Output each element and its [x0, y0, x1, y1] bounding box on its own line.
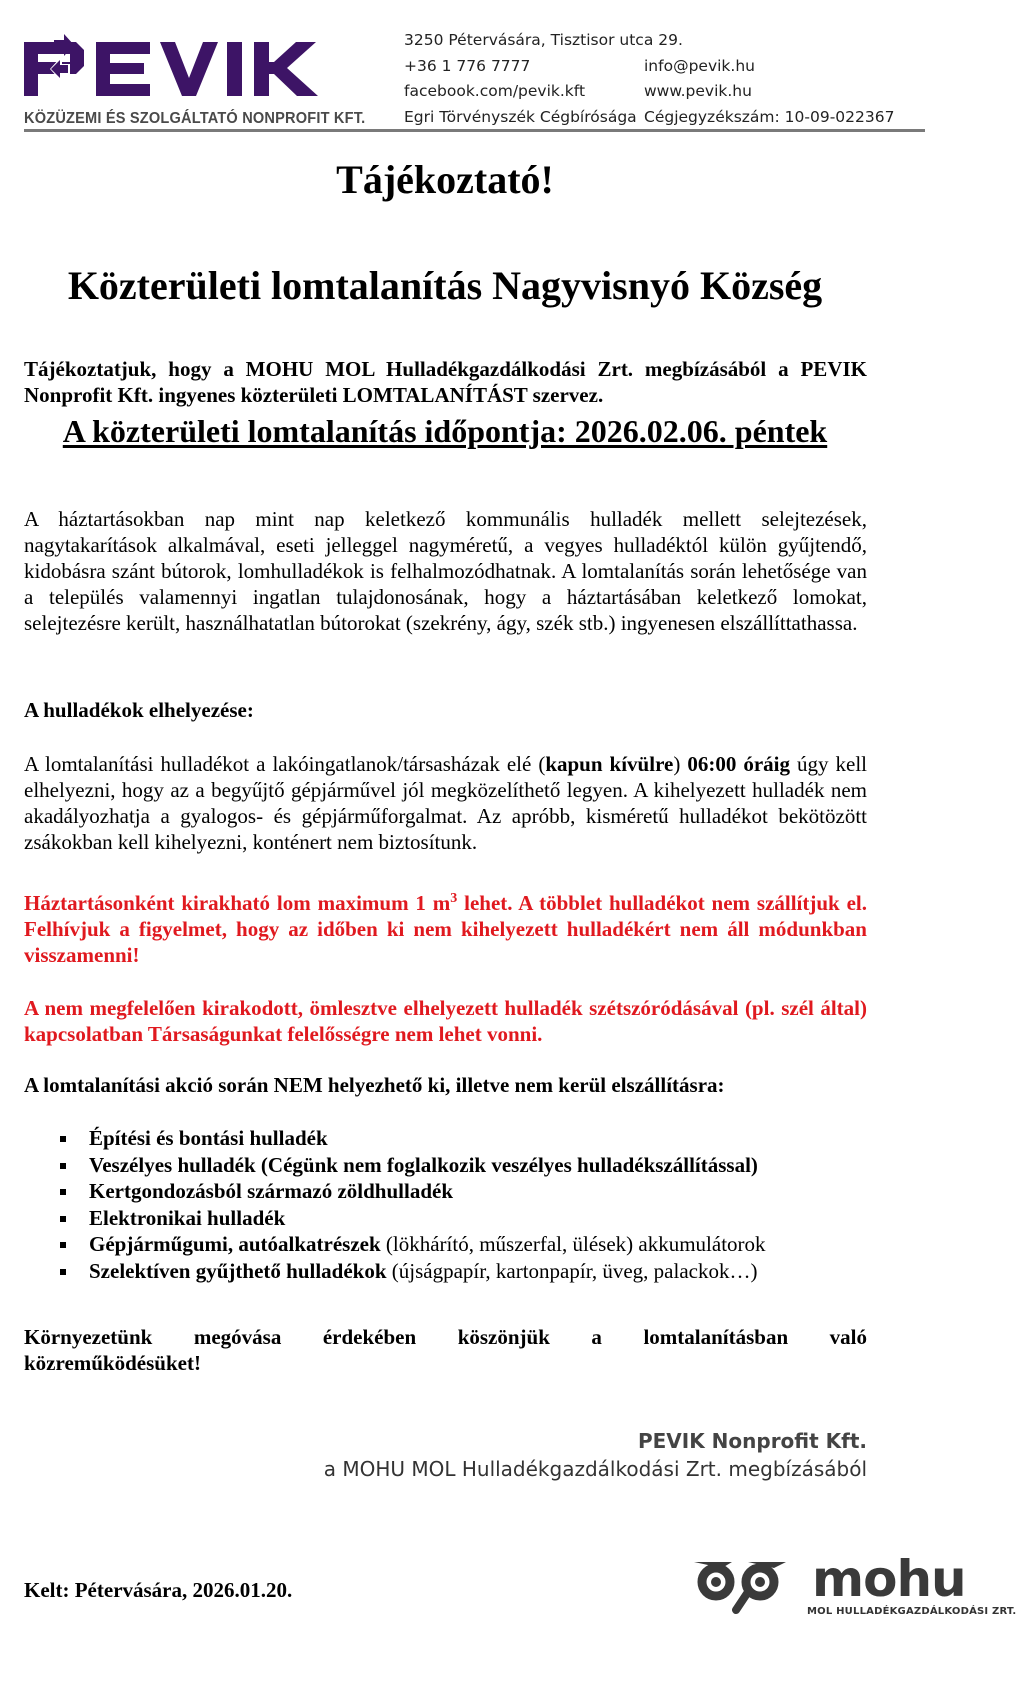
collection-date: A közterületi lomtalanítás időpontja: 2026.02.06. péntek — [62, 413, 828, 449]
list-item — [24, 1258, 766, 1285]
placement-outside-gate: kapun kívülre — [545, 752, 674, 776]
bullet-icon — [60, 1136, 66, 1142]
phone: +36 1 776 7777 — [404, 56, 531, 75]
volume-limit-warning — [24, 890, 867, 968]
letterhead — [24, 28, 924, 134]
cubic-superscript: 3 — [450, 891, 458, 906]
email-link[interactable]: info@pevik.hu — [644, 56, 755, 75]
bullet-icon — [60, 1163, 66, 1169]
item-label: Szelektíven gyűjthető hulladékok — [89, 1258, 387, 1283]
mohu-subtitle: MOL HULLADÉKGAZDÁLKODÁSI ZRT. — [807, 1606, 1017, 1617]
bullet-icon — [60, 1216, 66, 1222]
item-detail: (lökhárító, műszerfal, ülések) akkumulátorok — [380, 1232, 766, 1256]
signature-on-behalf: a MOHU MOL Hulladékgazdálkodási Zrt. megbízásából — [323, 1457, 867, 1481]
excluded-heading: A lomtalanítási akció során NEM helyezhető ki, illetve nem kerül elszállításra: — [24, 1073, 725, 1097]
pevik-logo — [24, 30, 364, 128]
address: 3250 Pétervására, Tisztisor utca 29. — [404, 31, 683, 49]
court: Egri Törvényszék Cégbírósága — [404, 107, 637, 126]
mohu-owl-icon — [692, 1558, 788, 1614]
list-item — [24, 1125, 766, 1152]
contact-block — [404, 28, 894, 130]
website-link[interactable]: www.pevik.hu — [644, 82, 752, 100]
page-title: Közterületi lomtalanítás Nagyvisnyó Község — [67, 263, 823, 308]
mohu-logo — [692, 1550, 1017, 1628]
list-item — [24, 1178, 766, 1205]
placement-text-3: úgy kell elhelyezni, hogy az a begyűjtő gépjárművel jól megközelíthető legyen. A kihelyezett hulladék nem akadályozhatja a gyalogos- és gépjárműforgalmat. Az apróbb, kisméretű hulladékot bekötözött zsákokban kell kihelyezni, konténert nem biztosítunk. — [24, 752, 867, 854]
item-label: Építési és bontási hulladék — [89, 1126, 328, 1150]
bullet-icon — [60, 1189, 66, 1195]
header-divider — [24, 129, 925, 132]
placement-deadline: 06:00 óráig — [687, 752, 790, 776]
bullet-icon — [60, 1242, 66, 1248]
liability-warning: A nem megfelelően kirakodott, ömlesztve elhelyezett hulladék szétszóródásával (pl. szél által) kapcsolatban Társaságunkat felelősségre nem lehet vonni. — [24, 996, 867, 1046]
item-label: Elektronikai hulladék — [89, 1205, 286, 1230]
item-label: Kertgondozásból származó zöldhulladék — [89, 1179, 454, 1203]
placement-paragraph — [24, 751, 867, 855]
item-label: Gépjárműgumi, autóalkatrészek — [89, 1232, 381, 1256]
item-label: Veszélyes hulladék (Cégünk nem foglalkozik veszélyes hulladékszállítással) — [89, 1152, 758, 1177]
mohu-wordmark: mohu — [812, 1550, 966, 1608]
registration-number: Cégjegyzékszám: 10-09-022367 — [644, 107, 895, 126]
excluded-items-list — [24, 1125, 766, 1284]
thanks-line-1: Környezetünk megóvása érdekében köszönjük a lomtalanításban való — [24, 1325, 867, 1349]
pevik-subtitle: KÖZÜZEMI ÉS SZOLGÁLTATÓ NONPROFIT KFT. — [24, 110, 366, 127]
placement-text-2: ) — [673, 752, 688, 776]
placement-text-1: A lomtalanítási hulladékot a lakóingatlanok/társasházak elé ( — [24, 752, 546, 776]
bullet-icon — [60, 1269, 66, 1275]
list-item — [24, 1152, 766, 1179]
warning-text-2: lehet. A többlet hulladékot nem szállítjuk el. Felhívjuk a figyelmet, hogy az időben ki nem kihelyezett hulladékért nem áll módunkban visszamenni! — [24, 891, 867, 967]
thanks-paragraph — [24, 1324, 867, 1376]
intro-paragraph: Tájékoztatjuk, hogy a MOHU MOL Hulladékgazdálkodási Zrt. megbízásából a PEVIK Nonprofit Kft. ingyenes közterületi LOMTALANÍTÁST szervez. — [24, 357, 867, 407]
description-paragraph: A háztartásokban nap mint nap keletkező kommunális hulladék mellett selejtezések, nagytakarítások alkalmával, eseti jelleggel nagyméretű, a vegyes hulladéktól külön gyűjtendő, kidobásra szánt bútorok, lomhulladékok is felhalmozódhatnak. A lomtalanítás során lehetősége van a település valamennyi ingatlan tulajdonosának, hogy a háztartásában keletkező lomokat, selejtezésre került, használhatatlan bútorokat (szekrény, ágy, szék stb.) ingyenesen elszállíttathassa. — [24, 507, 867, 635]
list-item — [24, 1231, 766, 1258]
placement-heading: A hulladékok elhelyezése: — [24, 698, 254, 722]
warning-text-1: Háztartásonként kirakható lom maximum 1 m — [24, 891, 451, 915]
list-item — [24, 1205, 766, 1232]
item-detail: (újságpapír, kartonpapír, üveg, palackok…) — [386, 1258, 758, 1283]
signature-org: PEVIK Nonprofit Kft. — [637, 1429, 867, 1453]
notice-heading: Tájékoztató! — [336, 157, 554, 202]
signature-block — [324, 1427, 867, 1483]
facebook-link[interactable]: facebook.com/pevik.kft — [404, 82, 586, 100]
pevik-wordmark-icon — [24, 34, 339, 100]
issue-date: Kelt: Pétervására, 2026.01.20. — [24, 1578, 293, 1602]
thanks-line-2: közreműködésüket! — [24, 1351, 201, 1375]
